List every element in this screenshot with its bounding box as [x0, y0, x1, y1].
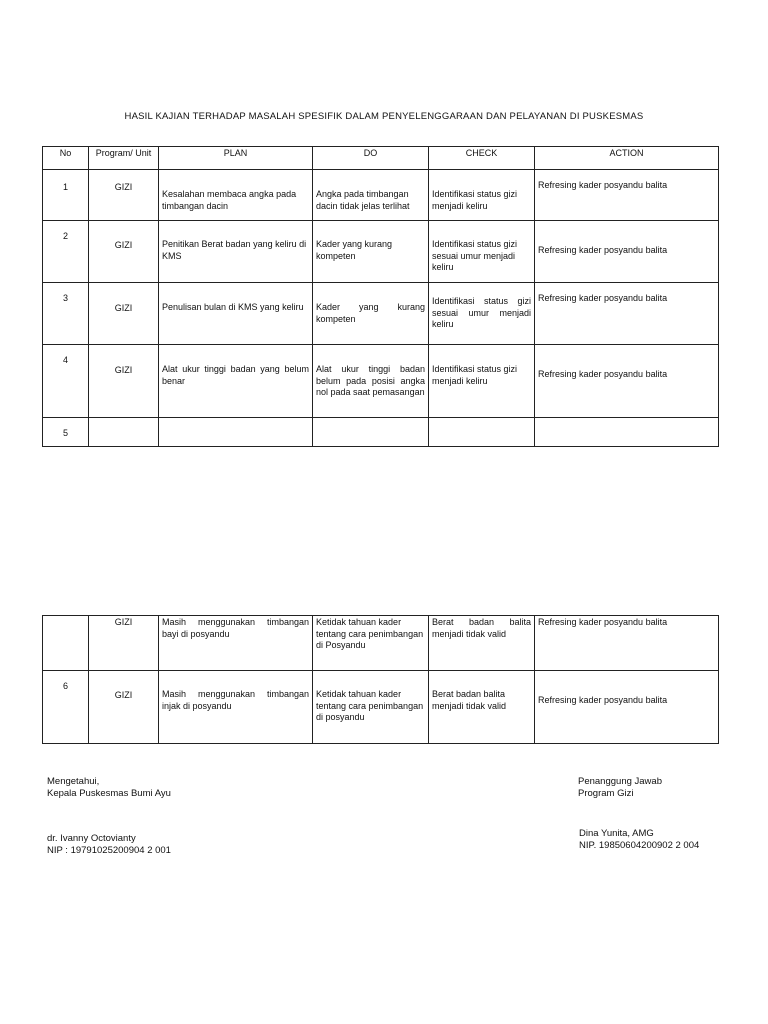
row-check: Identifikasi status gizi sesuai umur menjadi keliru — [429, 221, 535, 283]
table-row — [43, 418, 719, 447]
row-do: Ketidak tahuan kader tentang cara penimbangan di posyandu — [313, 671, 429, 744]
row-do: Alat ukur tinggi badan belum pada posisi angka nol pada saat pemasangan — [313, 345, 429, 418]
row-action: Refresing kader posyandu balita — [535, 671, 719, 744]
table-row — [43, 221, 719, 283]
row-action: Refresing kader posyandu balita — [535, 221, 719, 283]
acknowledged-label: Mengetahui, — [47, 776, 100, 787]
row-no: 4 — [43, 345, 89, 418]
row-plan: Masih menggunakan timbangan bayi di posyandu — [159, 616, 313, 671]
row-plan: Penulisan bulan di KMS yang keliru — [159, 283, 313, 345]
responsible-label: Penanggung Jawab — [578, 776, 662, 787]
header-action: ACTION — [535, 147, 719, 170]
row-do: Kader yang kurang kompeten — [313, 283, 429, 345]
table-row — [43, 170, 719, 221]
signature-right-name-block — [579, 828, 699, 852]
row-check: Identifikasi status gizi menjadi keliru — [429, 345, 535, 418]
table-row — [43, 345, 719, 418]
row-no: 1 — [43, 170, 89, 221]
row-check: Identifikasi status gizi menjadi keliru — [429, 170, 535, 221]
row-plan: Alat ukur tinggi badan yang belum benar — [159, 345, 313, 418]
header-no: No — [43, 147, 89, 170]
header-check: CHECK — [429, 147, 535, 170]
row-no: 5 — [43, 418, 89, 447]
document-title: HASIL KAJIAN TERHADAP MASALAH SPESIFIK DALAM PENYELENGGARAAN DAN PELAYANAN DI PUSKESMAS — [124, 111, 644, 122]
continuation-table — [42, 615, 719, 744]
signature-left-name-block — [47, 833, 171, 857]
row-do — [313, 418, 429, 447]
row-no — [43, 616, 89, 671]
main-table — [42, 146, 719, 447]
row-check — [429, 418, 535, 447]
header-plan: PLAN — [159, 147, 313, 170]
row-check: Identifikasi status gizi sesuai umur menjadi keliru — [429, 283, 535, 345]
table-header-row — [43, 147, 719, 170]
row-program: GIZI — [89, 616, 159, 671]
row-do: Kader yang kurang kompeten — [313, 221, 429, 283]
right-signer-nip: NIP. 19850604200902 2 004 — [579, 840, 700, 851]
header-program: Program/ Unit — [89, 147, 159, 170]
row-action: Refresing kader posyandu balita — [535, 345, 719, 418]
header-do: DO — [313, 147, 429, 170]
row-plan: Penitikan Berat badan yang keliru di KMS — [159, 221, 313, 283]
row-check: Berat badan balita menjadi tidak valid — [429, 616, 535, 671]
row-plan: Masih menggunakan timbangan injak di posyandu — [159, 671, 313, 744]
row-plan: Kesalahan membaca angka pada timbangan dacin — [159, 170, 313, 221]
row-action: Refresing kader posyandu balita — [535, 283, 719, 345]
signature-left-heading — [47, 776, 171, 800]
left-signer-position: Kepala Puskesmas Bumi Ayu — [47, 788, 171, 799]
right-signer-position: Program Gizi — [578, 788, 634, 799]
table-row — [43, 283, 719, 345]
row-action: Refresing kader posyandu balita — [535, 616, 719, 671]
table-row — [43, 616, 719, 671]
row-do: Ketidak tahuan kader tentang cara penimbangan di Posyandu — [313, 616, 429, 671]
row-check: Berat badan balita menjadi tidak valid — [429, 671, 535, 744]
row-program: GIZI — [89, 283, 159, 345]
row-plan — [159, 418, 313, 447]
row-action — [535, 418, 719, 447]
row-program: GIZI — [89, 221, 159, 283]
row-no: 2 — [43, 221, 89, 283]
row-no: 6 — [43, 671, 89, 744]
signature-right-heading — [578, 776, 662, 800]
row-program: GIZI — [89, 671, 159, 744]
left-signer-name: dr. Ivanny Octovianty — [47, 833, 136, 844]
row-no: 3 — [43, 283, 89, 345]
right-signer-name: Dina Yunita, AMG — [579, 828, 654, 839]
table-row — [43, 671, 719, 744]
row-do: Angka pada timbangan dacin tidak jelas terlihat — [313, 170, 429, 221]
row-action: Refresing kader posyandu balita — [535, 170, 719, 221]
row-program — [89, 418, 159, 447]
row-program: GIZI — [89, 345, 159, 418]
row-program: GIZI — [89, 170, 159, 221]
left-signer-nip: NIP : 19791025200904 2 001 — [47, 845, 171, 856]
